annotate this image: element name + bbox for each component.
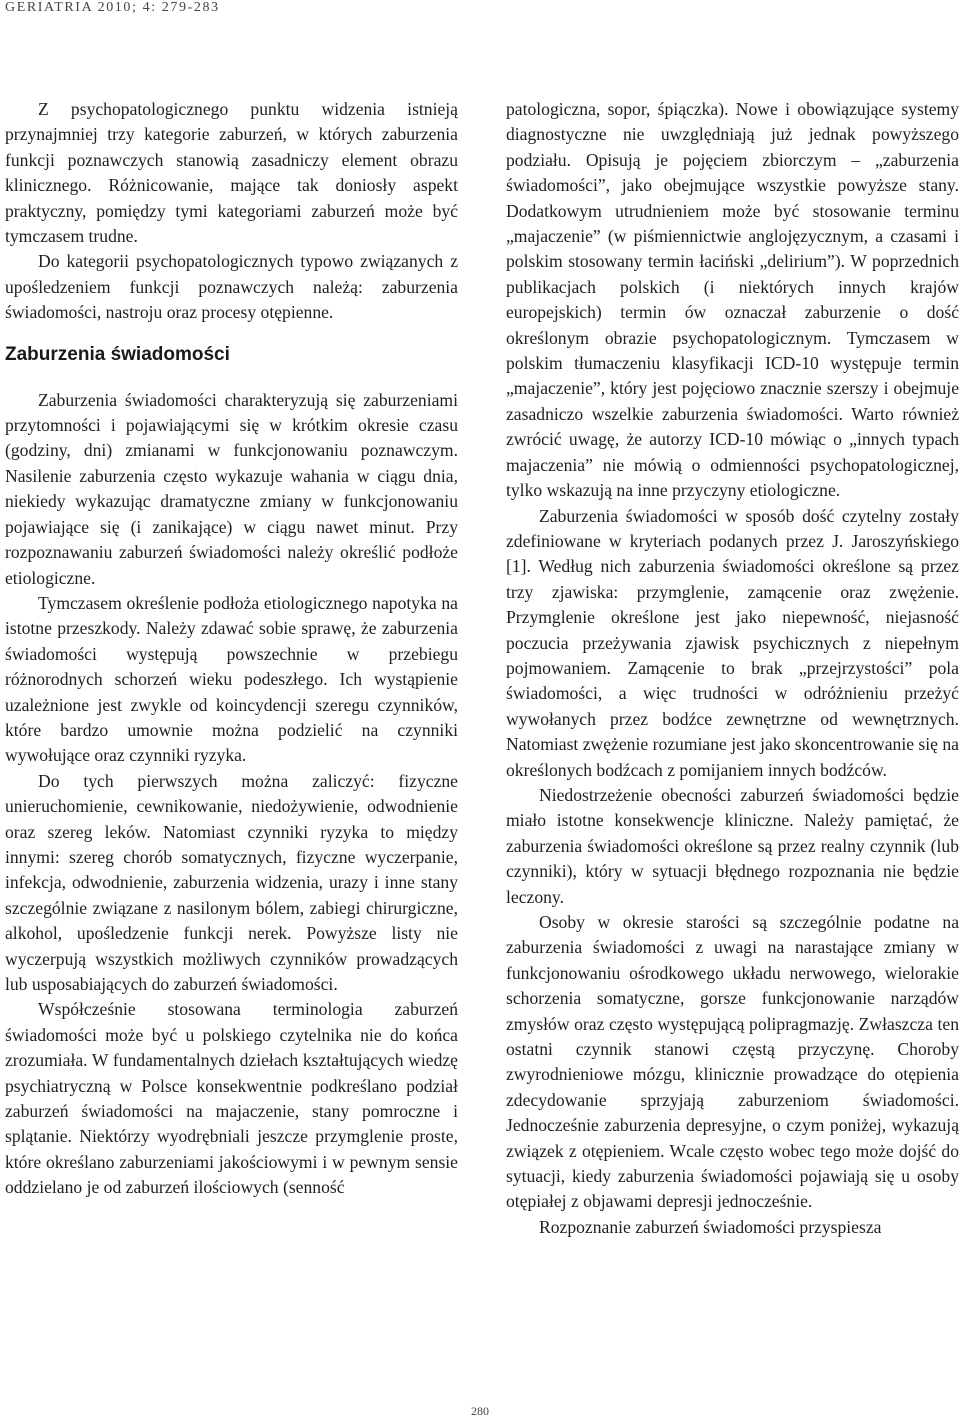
body-paragraph: Do tych pierwszych można zaliczyć: fizyczne unieruchomienie, cewnikowanie, niedożywienie, odwodnienie oraz szereg leków. Natomiast czynniki ryzyka to między innymi: szereg chorób somatycznych, fizyczne wyczerpanie, infekcja, odwodnienie, zaburzenia widzenia, urazy i inne stany szczególnie związane z nasilonym bólem, zabiegi chirurgiczne, alkohol, upośledzenie funkcji nerek. Powyższe listy nie wyczerpują wszystkich możliwych czynników prowadzących lub usposabiających do zaburzeń świadomości. [5,770,458,994]
body-paragraph: Zaburzenia świadomości charakteryzują się zaburzeniami przytomności i pojawiającymi się w krótkim okresie czasu (godziny, dni) zmianami w funkcjonowaniu poznawczym. Nasilenie zaburzenia często wykazuje wahania w ciągu dnia, niekiedy wykazując dramatyczne zmiany w funkcjonowaniu pojawiające się (i zanikające) w ciągu nawet minut. Przy rozpoznawaniu zaburzeń świadomości należy określić podłoże etiologiczne. [5,389,458,588]
body-paragraph: Z psychopatologicznego punktu widzenia istnieją przynajmniej trzy kategorie zaburzeń, w których zaburzenia funkcji poznawczych stanowią zasadniczy element obrazu klinicznego. Różnicowanie, mające tak doniosły aspekt praktyczny, pomiędzy tymi kategoriami zaburzeń może być tymczasem trudne. [5,99,458,247]
running-head: GERIATRIA 2010; 4: 279-283 [5,0,220,15]
body-paragraph: Tymczasem określenie podłoża etiologicznego napotyka na istotne przeszkody. Należy zdawać sobie sprawę, że zaburzenia świadomości występują powszechnie w przebiegu różnorodnych schorzeń wieku podeszłego. Ich wystąpienie uzależnione jest zwykle od koincydencji szeregu czynników, które bardzo umownie można podzielić na czynniki wywołujące oraz czynniki ryzyka. [5,592,458,766]
section-heading: Zaburzenia świadomości [5,343,230,365]
body-paragraph: Osoby w okresie starości są szczególnie podatne na zaburzenia świadomości z uwagi na narastające zmiany w funkcjonowaniu ośrodkowego układu nerwowego, wielorakie schorzenia somatyczne, gorsze funkcjonowanie narządów zmysłów oraz często występującą polipragmazję. Zwłaszcza ten ostatni czynnik stanowi częstą przyczynę. Choroby zwyrodnieniowe mózgu, klinicznie prowadzące do otępienia zdecydowanie sprzyjają zaburzeniom świadomości. Jednocześnie zaburzenia depresyjne, o czym poniżej, wykazują związek z otępieniem. Wcale często wobec tego może dojść do sytuacji, kiedy zaburzenia świadomości pojawiają się u osoby otępiałej z objawami depresji jednocześnie. [506,912,959,1212]
body-paragraph: Niedostrzeżenie obecności zaburzeń świadomości będzie miało istotne konsekwencje kliniczne. Należy pamiętać, że zaburzenia świadomości określone są przez realny czynnik (lub czynniki), który w sytuacji błędnego rozpoznania nie będzie leczony. [506,784,959,907]
left-column [5,97,458,1201]
page-number: 280 [471,1404,489,1418]
body-paragraph: Współcześnie stosowana terminologia zaburzeń świadomości może być u polskiego czytelnika nie do końca zrozumiała. W fundamentalnych dziełach kształtujących wiedzę psychiatryczną w Polsce konsekwentnie podkreślano podział zaburzeń świadomości na majaczenie, stany pomroczne i splątanie. Niektórzy wyodrębniali jeszcze przymglenie proste, które określano zaburzeniami jakościowymi i w pewnym sensie oddzielano je od zaburzeń ilościowych (senność [5,999,458,1198]
body-paragraph: Do kategorii psychopatologicznych typowo związanych z upośledzeniem funkcji poznawczych należą: zaburzenia świadomości, nastroju oraz procesy otępienne. [5,251,458,323]
body-paragraph: patologiczna, sopor, śpiączka). Nowe i obowiązujące systemy diagnostyczne nie uwzględniają już jednak powyższego podziału. Opisują je pojęciem zbiorczym – „zaburzenia świadomości”, jako obejmujące wszystkie powyższe stany. Dodatkowym utrudnieniem może być stosowanie terminu „majaczenie” (w piśmiennictwie anglojęzycznym, a czasami i polskim stosowany termin łaciński „delirium”). W poprzednich publikacjach polskich (i niektórych innych krajów europejskich) termin ów oznaczał zaburzenie o dość określonym obrazie psychopatologicznym. Tymczasem w polskim tłumaczeniu klasyfikacji ICD-10 występuje termin „majaczenie”, który jest pojęciowo znacznie szerszy i obejmuje zasadniczo wszelkie zaburzenia świadomości. Warto również zwrócić uwagę, że autorzy ICD-10 mówiąc o „innych typach majaczenia” nie mówią o odmienności psychopatologicznej, tylko wskazują na inne przyczyny etiologiczne. [506,99,959,501]
right-column [506,97,959,1240]
body-paragraph: Rozpoznanie zaburzeń świadomości przyspiesza [539,1216,882,1237]
body-paragraph: Zaburzenia świadomości w sposób dość czytelny zostały zdefiniowane w kryteriach podanych przez J. Jaroszyńskiego [1]. Według nich zaburzenia świadomości określone są przez trzy zjawiska: przymglenie, zamącenie oraz zwężenie. Przymglenie określone jest jako niepewność, niejasność poczucia przeżywania zjawisk psychicznych z niepełnym pojmowaniem. Zamącenie to brak „przejrzystości” pola świadomości, a więc trudności w odróżnieniu przeżyć wywołanych przez bodźce zewnętrzne od wewnętrznych. Natomiast zwężenie rozumiane jest jako skoncentrowanie się na określonych bodźcach z pomijaniem innych bodźców. [506,505,959,780]
